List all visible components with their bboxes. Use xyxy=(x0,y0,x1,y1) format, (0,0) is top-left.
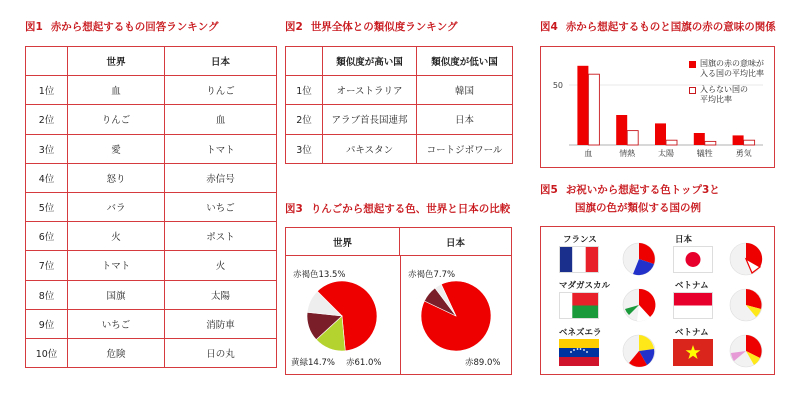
table-row xyxy=(286,76,513,105)
panel5-title-line2: 国旗の色が類似する国の例 xyxy=(575,202,701,214)
japan-cell: ポスト xyxy=(165,222,277,251)
pie-label: 赤褐色13.5% xyxy=(293,270,346,280)
bar-open-3 xyxy=(705,141,716,145)
japan-cell: いちご xyxy=(165,192,277,221)
table-row xyxy=(26,76,277,105)
world-cell: 血 xyxy=(68,76,165,105)
world-cell: 怒り xyxy=(68,163,165,192)
country-name: 日本 xyxy=(675,235,693,245)
legend-label: 国旗の赤の意味が 入る国の平均比率 xyxy=(700,59,764,78)
world-cell: トマト xyxy=(68,251,165,280)
pie-label: 赤褐色7.7% xyxy=(408,270,456,280)
x-tick-label: 情熱 xyxy=(619,149,636,158)
table-row xyxy=(26,251,277,280)
color-pie-icon xyxy=(619,239,659,279)
country-name: フランス xyxy=(563,235,597,245)
country-name: ベトナム xyxy=(675,281,709,291)
world-cell: 火 xyxy=(68,222,165,251)
japan-cell: 太陽 xyxy=(165,280,277,309)
rank-cell: 6位 xyxy=(26,222,68,251)
header-cell: 日本 xyxy=(165,47,277,76)
country-name: ベトナム xyxy=(675,328,709,338)
rank-cell: 8位 xyxy=(26,280,68,309)
world-cell: 危険 xyxy=(68,338,165,367)
japan-cell: トマト xyxy=(165,134,277,163)
table-row xyxy=(286,105,513,134)
header-cell: 類似度が高い国 xyxy=(323,47,417,76)
rank-cell: 5位 xyxy=(26,192,68,221)
y-tick-label: 50 xyxy=(552,81,563,90)
x-tick-label: 犠牲 xyxy=(696,149,713,158)
rank-cell: 10位 xyxy=(26,338,68,367)
bar-open-0 xyxy=(588,74,599,145)
pie-label: 赤89.0% xyxy=(465,358,501,368)
rank-cell: 2位 xyxy=(26,105,68,134)
bar-open-4 xyxy=(744,140,755,145)
table-header-row xyxy=(286,47,513,76)
table-row xyxy=(26,134,277,163)
legend-swatch xyxy=(689,61,696,68)
rank-cell: 1位 xyxy=(286,76,323,105)
color-pie-icon xyxy=(726,285,766,325)
bar-chart-box xyxy=(540,46,775,168)
world-cell: バラ xyxy=(68,192,165,221)
color-pie-icon xyxy=(726,331,766,371)
flag-examples-box xyxy=(540,226,775,375)
world-cell: りんご xyxy=(68,105,165,134)
header-cell xyxy=(286,47,323,76)
bar-filled-4 xyxy=(733,135,744,145)
table-row xyxy=(26,163,277,192)
table-row xyxy=(286,134,513,163)
world-cell: 国旗 xyxy=(68,280,165,309)
color-pie-icon xyxy=(619,331,659,371)
table-row xyxy=(26,280,277,309)
flag-japan-icon xyxy=(673,246,713,273)
header-cell: 類似度が低い国 xyxy=(417,47,513,76)
table-row xyxy=(26,105,277,134)
pie-comparison-box xyxy=(285,227,512,375)
world-cell: 愛 xyxy=(68,134,165,163)
japan-cell: 赤信号 xyxy=(165,163,277,192)
high-cell: パキスタン xyxy=(323,134,417,163)
x-tick-label: 太陽 xyxy=(658,149,674,158)
pie-label: 黄緑14.7% xyxy=(291,358,336,368)
high-cell: アラブ首長国連邦 xyxy=(323,105,417,134)
japan-cell: 消防車 xyxy=(165,309,277,338)
japan-header: 日本 xyxy=(400,228,511,256)
high-cell: オーストラリア xyxy=(323,76,417,105)
rank-cell: 1位 xyxy=(26,76,68,105)
japan-cell: りんご xyxy=(165,76,277,105)
legend-label: 入らない国の 平均比率 xyxy=(700,85,748,104)
table-row xyxy=(26,222,277,251)
flag-vietnam-icon xyxy=(673,339,713,366)
world-header: 世界 xyxy=(286,228,400,256)
table-row xyxy=(26,192,277,221)
panel5-title: 図5 お祝いから想起する色トップ3と xyxy=(540,184,720,196)
legend-swatch xyxy=(689,87,696,94)
header-cell xyxy=(26,47,68,76)
panel3-title: 図3 りんごから想起する色、世界と日本の比較 xyxy=(285,203,511,215)
x-tick-label: 勇気 xyxy=(735,149,752,158)
rank-cell: 3位 xyxy=(286,134,323,163)
flag-venezuela-icon xyxy=(559,339,599,366)
world-cell: いちご xyxy=(68,309,165,338)
rank-cell: 3位 xyxy=(26,134,68,163)
similarity-table xyxy=(285,46,513,164)
bar-filled-0 xyxy=(577,66,588,145)
panel1-title: 図1 赤から想起するもの回答ランキング xyxy=(25,21,219,33)
table-row xyxy=(26,309,277,338)
bar-open-1 xyxy=(627,131,638,145)
japan-cell: 火 xyxy=(165,251,277,280)
country-name: マダガスカル xyxy=(559,281,611,291)
x-tick-label: 血 xyxy=(584,149,593,158)
bar-open-2 xyxy=(666,140,677,145)
flag-red-white-icon xyxy=(673,292,713,319)
japan-cell: 日の丸 xyxy=(165,338,277,367)
country-name: ベネズエラ xyxy=(559,328,602,338)
rank-cell: 9位 xyxy=(26,309,68,338)
rank-cell: 4位 xyxy=(26,163,68,192)
low-cell: コートジボワール xyxy=(417,134,513,163)
low-cell: 韓国 xyxy=(417,76,513,105)
rank-cell: 7位 xyxy=(26,251,68,280)
header-cell: 世界 xyxy=(68,47,165,76)
low-cell: 日本 xyxy=(417,105,513,134)
table-header-row xyxy=(26,47,277,76)
bar-filled-2 xyxy=(655,123,666,145)
rank-cell: 2位 xyxy=(286,105,323,134)
color-pie-icon xyxy=(726,239,766,279)
color-pie-icon xyxy=(619,285,659,325)
ranking-table xyxy=(25,46,277,368)
bar-filled-1 xyxy=(616,115,627,145)
table-row xyxy=(26,338,277,367)
pie-label: 赤61.0% xyxy=(346,358,382,368)
flag-france-icon xyxy=(559,246,599,273)
bar-filled-3 xyxy=(694,133,705,145)
panel4-title: 図4 赤から想起するものと国旗の赤の意味の関係 xyxy=(540,21,776,33)
japan-cell: 血 xyxy=(165,105,277,134)
flag-madagascar-icon xyxy=(559,292,599,319)
panel2-title: 図2 世界全体との類似度ランキング xyxy=(285,21,458,33)
